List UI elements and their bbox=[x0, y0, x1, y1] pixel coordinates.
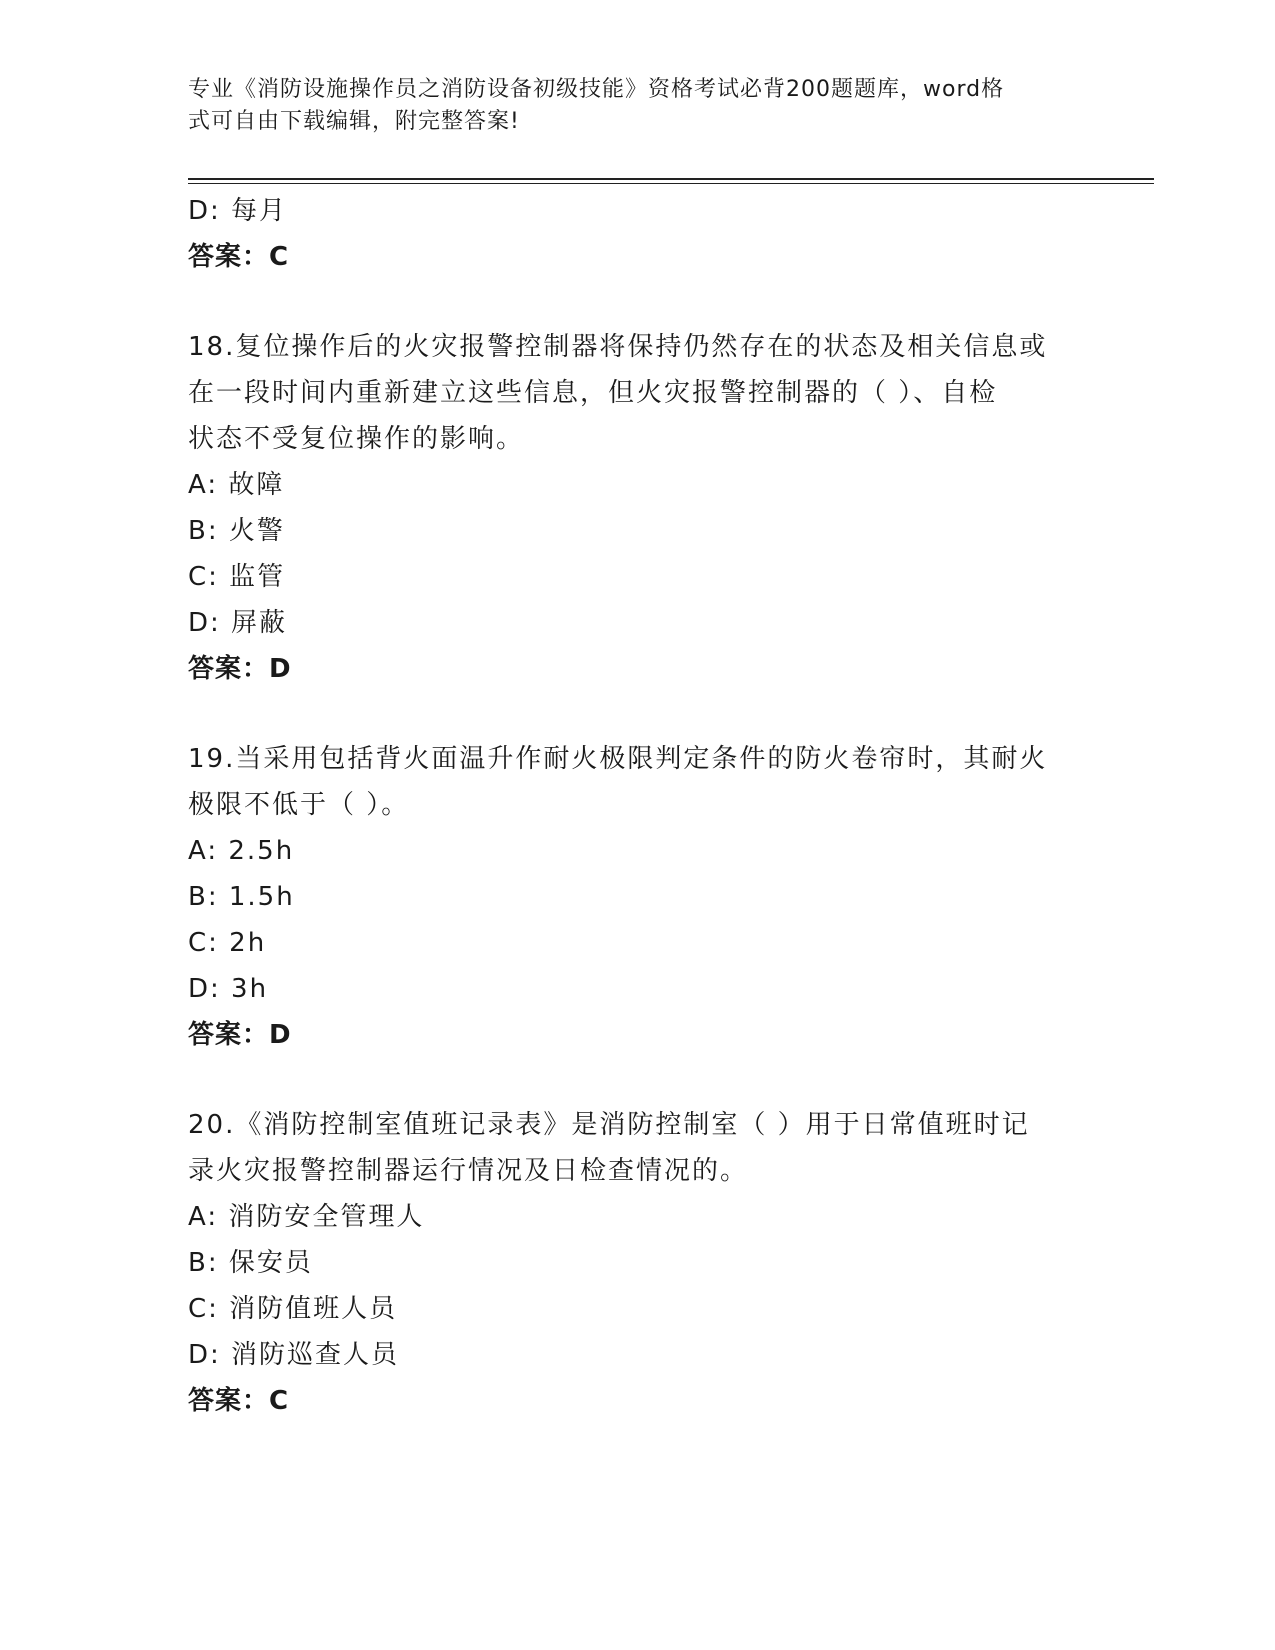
header-line-2: 式可自由下载编辑，附完整答案! bbox=[188, 109, 520, 134]
option-d: D: 屏蔽 bbox=[188, 608, 288, 638]
option-b: B: 火警 bbox=[188, 516, 285, 546]
option-b: B: 保安员 bbox=[188, 1248, 313, 1278]
document-header bbox=[188, 74, 1088, 138]
question-18 bbox=[188, 324, 1088, 692]
option-c: C: 监管 bbox=[188, 562, 286, 592]
question-text-line: 录火灾报警控制器运行情况及日检查情况的。 bbox=[188, 1156, 749, 1186]
question-text-line: 18.复位操作后的火灾报警控制器将保持仍然存在的状态及相关信息或 bbox=[188, 332, 1048, 362]
question-text-line: 极限不低于（ ）。 bbox=[188, 790, 410, 820]
question-content bbox=[188, 188, 1088, 1424]
option-a: A: 2.5h bbox=[188, 836, 295, 866]
previous-question-tail bbox=[188, 188, 1088, 280]
option-d: D: 3h bbox=[188, 974, 269, 1004]
answer: 答案：D bbox=[188, 1020, 292, 1050]
option-a: A: 故障 bbox=[188, 470, 285, 500]
question-text-line: 状态不受复位操作的影响。 bbox=[188, 424, 525, 454]
option-a: A: 消防安全管理人 bbox=[188, 1202, 425, 1232]
header-divider-thin bbox=[188, 183, 1154, 184]
answer: 答案：D bbox=[188, 654, 292, 684]
option-c: C: 消防值班人员 bbox=[188, 1294, 398, 1324]
header-line-1: 专业《消防设施操作员之消防设备初级技能》资格考试必背200题题库，word格 bbox=[188, 77, 1005, 102]
question-text-line: 20.《消防控制室值班记录表》是消防控制室（ ）用于日常值班时记 bbox=[188, 1110, 1030, 1140]
question-19 bbox=[188, 736, 1088, 1058]
option-d: D: 每月 bbox=[188, 196, 288, 226]
answer: 答案：C bbox=[188, 242, 290, 272]
option-d: D: 消防巡查人员 bbox=[188, 1340, 400, 1370]
question-20 bbox=[188, 1102, 1088, 1424]
question-text-line: 在一段时间内重新建立这些信息，但火灾报警控制器的（ ）、自检 bbox=[188, 378, 998, 408]
header-divider-thick bbox=[188, 178, 1154, 180]
option-b: B: 1.5h bbox=[188, 882, 295, 912]
option-c: C: 2h bbox=[188, 928, 267, 958]
question-text-line: 19.当采用包括背火面温升作耐火极限判定条件的防火卷帘时，其耐火 bbox=[188, 744, 1048, 774]
answer: 答案：C bbox=[188, 1386, 290, 1416]
